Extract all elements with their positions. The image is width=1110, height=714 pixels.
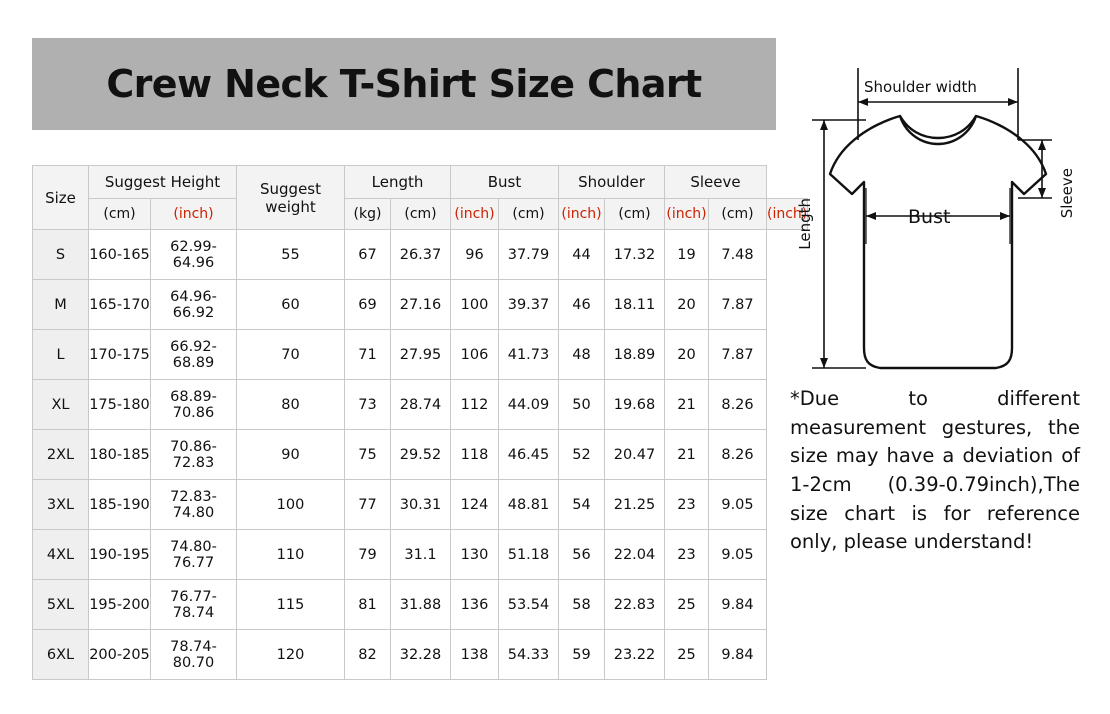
unit-height-cm: (cm) [89, 199, 151, 230]
shoulder-width-label: Shoulder width [864, 78, 977, 96]
table-row [33, 480, 808, 530]
unit-sleeve-cm: (cm) [709, 199, 767, 230]
unit-bust-inch: (inch) [559, 199, 605, 230]
cell-length-inch: 30.31 [391, 480, 451, 530]
cell-length-cm: 75 [345, 430, 391, 480]
cell-shoulder-inch: 23.22 [605, 630, 665, 680]
header-suggest-height: Suggest Height [89, 166, 237, 199]
cell-size: 6XL [33, 630, 89, 680]
cell-bust-inch: 41.73 [499, 330, 559, 380]
cell-length-inch: 26.37 [391, 230, 451, 280]
table-row [33, 530, 808, 580]
header-suggest-weight: Suggest weight [237, 166, 345, 230]
tshirt-measurement-diagram [790, 48, 1086, 378]
cell-bust-cm: 130 [451, 530, 499, 580]
cell-size: 3XL [33, 480, 89, 530]
cell-height-cm: 190-195 [89, 530, 151, 580]
cell-shoulder-inch: 22.04 [605, 530, 665, 580]
cell-size: 4XL [33, 530, 89, 580]
cell-height-cm: 185-190 [89, 480, 151, 530]
cell-height-cm: 200-205 [89, 630, 151, 680]
cell-weight-kg: 60 [237, 280, 345, 330]
cell-sleeve-cm: 23 [665, 480, 709, 530]
cell-size: M [33, 280, 89, 330]
cell-height-inch: 66.92-68.89 [151, 330, 237, 380]
measurement-note: *Due to different measurement gestures, the size may have a deviation of 1-2cm (0.39-0.79inch),The size chart is for reference only, please understand! [790, 387, 1080, 554]
cell-size: XL [33, 380, 89, 430]
cell-length-cm: 71 [345, 330, 391, 380]
cell-length-cm: 79 [345, 530, 391, 580]
cell-weight-kg: 110 [237, 530, 345, 580]
cell-length-inch: 31.1 [391, 530, 451, 580]
cell-bust-inch: 46.45 [499, 430, 559, 480]
cell-length-cm: 69 [345, 280, 391, 330]
cell-sleeve-inch: 8.26 [709, 430, 767, 480]
cell-bust-inch: 51.18 [499, 530, 559, 580]
cell-sleeve-inch: 9.84 [709, 580, 767, 630]
cell-size: L [33, 330, 89, 380]
cell-height-inch: 62.99-64.96 [151, 230, 237, 280]
cell-bust-cm: 112 [451, 380, 499, 430]
cell-shoulder-cm: 58 [559, 580, 605, 630]
cell-bust-inch: 37.79 [499, 230, 559, 280]
table-row [33, 580, 808, 630]
cell-bust-cm: 118 [451, 430, 499, 480]
cell-height-cm: 160-165 [89, 230, 151, 280]
header-shoulder: Shoulder [559, 166, 665, 199]
length-label: Length [796, 198, 814, 250]
cell-length-inch: 32.28 [391, 630, 451, 680]
cell-sleeve-cm: 23 [665, 530, 709, 580]
cell-shoulder-cm: 50 [559, 380, 605, 430]
cell-bust-cm: 100 [451, 280, 499, 330]
cell-shoulder-cm: 54 [559, 480, 605, 530]
unit-shoulder-cm: (cm) [605, 199, 665, 230]
cell-shoulder-inch: 19.68 [605, 380, 665, 430]
cell-weight-kg: 55 [237, 230, 345, 280]
cell-sleeve-cm: 25 [665, 580, 709, 630]
table-row [33, 280, 808, 330]
size-chart-table [32, 165, 808, 680]
page-title: Crew Neck T-Shirt Size Chart [106, 62, 702, 106]
table-row [33, 230, 808, 280]
cell-height-inch: 70.86-72.83 [151, 430, 237, 480]
cell-sleeve-inch: 7.87 [709, 330, 767, 380]
unit-height-inch: (inch) [151, 199, 237, 230]
cell-sleeve-cm: 21 [665, 380, 709, 430]
unit-length-inch: (inch) [451, 199, 499, 230]
cell-bust-cm: 138 [451, 630, 499, 680]
sleeve-label: Sleeve [1058, 168, 1076, 219]
cell-sleeve-cm: 20 [665, 280, 709, 330]
cell-shoulder-inch: 20.47 [605, 430, 665, 480]
cell-sleeve-inch: 9.05 [709, 480, 767, 530]
cell-height-inch: 68.89-70.86 [151, 380, 237, 430]
cell-shoulder-inch: 17.32 [605, 230, 665, 280]
cell-weight-kg: 115 [237, 580, 345, 630]
cell-weight-kg: 80 [237, 380, 345, 430]
cell-length-cm: 77 [345, 480, 391, 530]
table-header-row [33, 166, 808, 199]
cell-bust-inch: 54.33 [499, 630, 559, 680]
cell-shoulder-cm: 52 [559, 430, 605, 480]
unit-shoulder-inch: (inch) [665, 199, 709, 230]
cell-height-inch: 64.96-66.92 [151, 280, 237, 330]
header-size: Size [33, 166, 89, 230]
header-bust: Bust [451, 166, 559, 199]
table-row [33, 380, 808, 430]
cell-size: 5XL [33, 580, 89, 630]
cell-shoulder-inch: 21.25 [605, 480, 665, 530]
cell-sleeve-cm: 21 [665, 430, 709, 480]
cell-height-inch: 72.83-74.80 [151, 480, 237, 530]
cell-length-inch: 31.88 [391, 580, 451, 630]
cell-height-cm: 180-185 [89, 430, 151, 480]
cell-length-inch: 28.74 [391, 380, 451, 430]
cell-weight-kg: 100 [237, 480, 345, 530]
cell-bust-cm: 96 [451, 230, 499, 280]
cell-length-cm: 82 [345, 630, 391, 680]
cell-sleeve-cm: 19 [665, 230, 709, 280]
cell-sleeve-inch: 9.05 [709, 530, 767, 580]
cell-length-inch: 27.16 [391, 280, 451, 330]
cell-height-inch: 76.77-78.74 [151, 580, 237, 630]
cell-bust-cm: 136 [451, 580, 499, 630]
cell-bust-cm: 106 [451, 330, 499, 380]
table-unit-row [33, 199, 808, 230]
cell-height-cm: 195-200 [89, 580, 151, 630]
cell-sleeve-inch: 9.84 [709, 630, 767, 680]
cell-length-cm: 73 [345, 380, 391, 430]
cell-bust-inch: 44.09 [499, 380, 559, 430]
cell-height-inch: 78.74-80.70 [151, 630, 237, 680]
table-row [33, 330, 808, 380]
cell-sleeve-cm: 20 [665, 330, 709, 380]
title-banner [32, 38, 776, 130]
cell-height-cm: 165-170 [89, 280, 151, 330]
unit-bust-cm: (cm) [499, 199, 559, 230]
unit-sleeve-inch: (inch) [767, 199, 808, 230]
cell-weight-kg: 120 [237, 630, 345, 680]
cell-sleeve-cm: 25 [665, 630, 709, 680]
cell-height-cm: 175-180 [89, 380, 151, 430]
cell-length-cm: 67 [345, 230, 391, 280]
cell-length-inch: 27.95 [391, 330, 451, 380]
cell-shoulder-cm: 44 [559, 230, 605, 280]
cell-shoulder-cm: 48 [559, 330, 605, 380]
unit-weight-kg: (kg) [345, 199, 391, 230]
header-length: Length [345, 166, 451, 199]
cell-length-cm: 81 [345, 580, 391, 630]
cell-weight-kg: 70 [237, 330, 345, 380]
cell-bust-inch: 48.81 [499, 480, 559, 530]
cell-shoulder-cm: 46 [559, 280, 605, 330]
cell-sleeve-inch: 8.26 [709, 380, 767, 430]
cell-sleeve-inch: 7.48 [709, 230, 767, 280]
cell-height-cm: 170-175 [89, 330, 151, 380]
cell-bust-inch: 39.37 [499, 280, 559, 330]
cell-length-inch: 29.52 [391, 430, 451, 480]
unit-length-cm: (cm) [391, 199, 451, 230]
cell-shoulder-cm: 56 [559, 530, 605, 580]
cell-sleeve-inch: 7.87 [709, 280, 767, 330]
bust-label: Bust [908, 206, 951, 228]
cell-size: 2XL [33, 430, 89, 480]
cell-bust-inch: 53.54 [499, 580, 559, 630]
cell-shoulder-inch: 18.11 [605, 280, 665, 330]
cell-shoulder-cm: 59 [559, 630, 605, 680]
cell-shoulder-inch: 18.89 [605, 330, 665, 380]
table-row [33, 630, 808, 680]
cell-size: S [33, 230, 89, 280]
cell-weight-kg: 90 [237, 430, 345, 480]
header-sleeve: Sleeve [665, 166, 767, 199]
cell-shoulder-inch: 22.83 [605, 580, 665, 630]
cell-height-inch: 74.80-76.77 [151, 530, 237, 580]
cell-bust-cm: 124 [451, 480, 499, 530]
table-row [33, 430, 808, 480]
